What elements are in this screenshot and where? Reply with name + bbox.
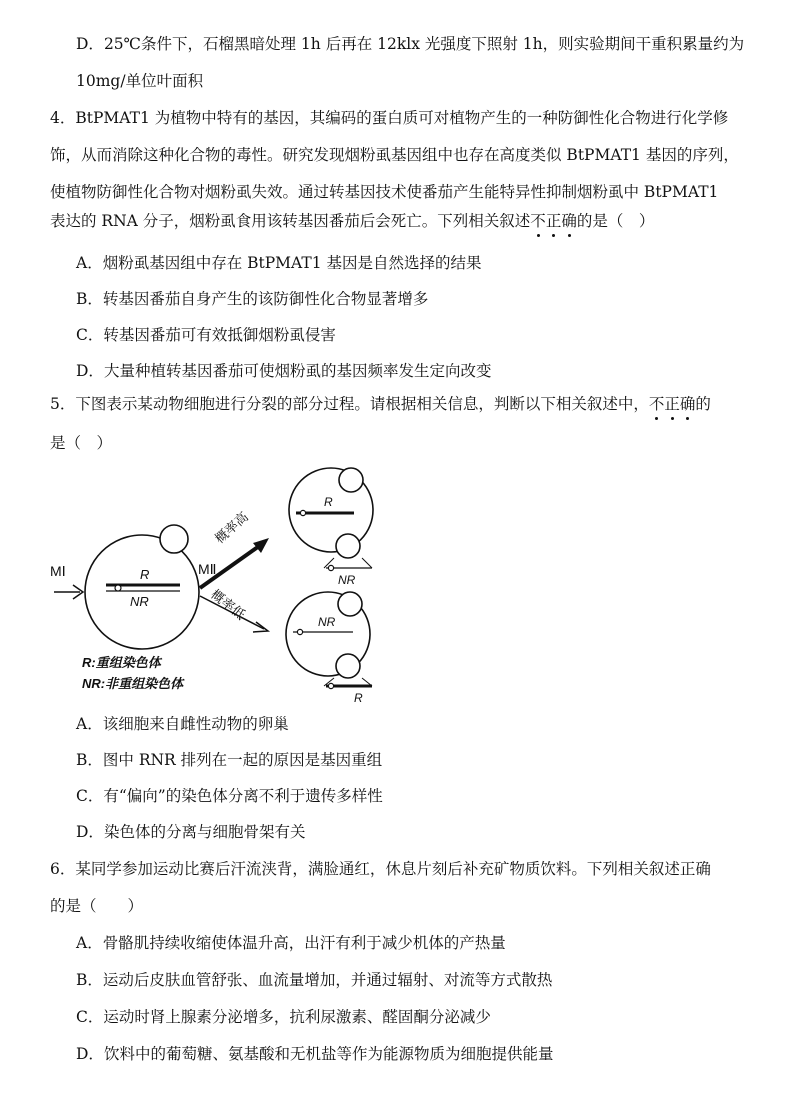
q3-option-d-continued: 10mg/单位叶面积 <box>76 72 204 90</box>
option-text: 转基因番茄自身产生的该防御性化合物显著增多 <box>102 290 429 308</box>
q4-option-c[interactable] <box>76 325 336 345</box>
upper-nr-centromere <box>328 565 333 570</box>
q6-stem-line-2: 的是（ ） <box>50 897 144 915</box>
legend-r: R:重组染色体 <box>82 655 161 670</box>
lower-polar-body-top <box>338 592 362 616</box>
emphasis-char: 正 <box>545 212 562 230</box>
option-text: 骨骼肌持续收缩使体温升高，出汗有利于减少机体的产热量 <box>102 934 506 952</box>
centromere <box>115 585 121 591</box>
q5-stem-line-1 <box>50 394 711 414</box>
emphasis-char: 确 <box>679 395 696 413</box>
polar-body <box>160 525 188 553</box>
stem-text: 表达的 RNA 分子，烟粉虱食用该转基因番茄后会死亡。下列相关叙述 <box>50 212 531 230</box>
low-probability-label: 概率低 <box>208 586 249 623</box>
option-text: 转基因番茄可有效抵御烟粉虱侵害 <box>103 326 336 344</box>
option-label: C． <box>76 326 104 344</box>
q6-option-c[interactable] <box>76 1007 491 1027</box>
mii-label: MⅡ <box>198 561 217 577</box>
option-label: B． <box>76 290 103 308</box>
q5-stem-line-2: 是（ ） <box>50 434 113 452</box>
q4-stem-line-4 <box>50 211 654 231</box>
option-label: D． <box>76 823 104 841</box>
q4-stem-line-3: 使植物防御性化合物对烟粉虱失效。通过转基因技术使番茄产生能特异性抑制烟粉虱中 BtPMAT1 <box>50 183 719 201</box>
option-label: D． <box>76 1045 104 1063</box>
high-probability-label: 概率高 <box>211 508 252 547</box>
emphasis-char: 不 <box>530 212 546 230</box>
option-label: B． <box>76 971 103 989</box>
q5-option-c[interactable] <box>76 786 383 806</box>
q5-option-d[interactable] <box>76 822 305 842</box>
lower-r-label: R <box>354 691 363 705</box>
option-text: 运动后皮肤血管舒张、血流量增加，并通过辐射、对流等方式散热 <box>102 971 553 989</box>
emphasis-char: 确 <box>561 212 577 230</box>
option-text: 饮料中的葡萄糖、氨基酸和无机盐等作为能源物质为细胞提供能量 <box>103 1045 554 1063</box>
emphasis-char: 正 <box>664 395 680 413</box>
upper-r-label: R <box>324 495 333 509</box>
main-cell <box>85 535 199 649</box>
option-text: 染色体的分离与细胞骨架有关 <box>103 823 306 841</box>
option-label: C． <box>76 1008 104 1026</box>
upper-polar-body-bottom <box>336 534 360 558</box>
meiosis-figure <box>48 464 388 704</box>
option-label: C． <box>76 787 104 805</box>
option-text: 有“偏向”的染色体分离不利于遗传多样性 <box>103 787 383 805</box>
main-r-label: R <box>140 567 150 582</box>
q6-option-b[interactable] <box>76 970 552 990</box>
q5-option-a[interactable] <box>76 714 289 734</box>
option-text: 运动时肾上腺素分泌增多，抗利尿激素、醛固酮分泌减少 <box>103 1008 491 1026</box>
upper-nr-label: NR <box>338 573 356 587</box>
q5-option-b[interactable] <box>76 750 382 770</box>
option-label: A． <box>76 934 103 952</box>
emphasis-char: 不 <box>648 395 665 413</box>
q6-option-a[interactable] <box>76 933 506 953</box>
option-text: 25℃条件下，石榴黑暗处理 1h 后再在 12klx 光强度下照射 1h，则实验期间干重积累量约为 <box>103 35 745 53</box>
upper-polar-body-top <box>339 468 363 492</box>
q4-option-d[interactable] <box>76 361 491 381</box>
lower-polar-body-bottom <box>336 654 360 678</box>
lower-centromere <box>297 629 302 634</box>
option-label: A． <box>76 715 103 733</box>
option-text: 该细胞来自雌性动物的卵巢 <box>102 715 289 733</box>
upper-centromere <box>300 510 305 515</box>
q4-option-a[interactable] <box>76 253 482 273</box>
q6-option-d[interactable] <box>76 1044 553 1064</box>
q4-option-b[interactable] <box>76 289 428 309</box>
main-nr-label: NR <box>130 594 149 609</box>
option-text: 大量种植转基因番茄可使烟粉虱的基因频率发生定向改变 <box>103 362 492 380</box>
option-text: 图中 RNR 排列在一起的原因是基因重组 <box>102 751 383 769</box>
stem-text: 5．下图表示某动物细胞进行分裂的部分过程。请根据相关信息，判断以下相关叙述中， <box>50 395 649 413</box>
option-label: D． <box>76 35 104 53</box>
option-label: D． <box>76 362 104 380</box>
option-label: B． <box>76 751 103 769</box>
legend-nr: NR:非重组染色体 <box>82 676 184 691</box>
option-text: 烟粉虱基因组中存在 BtPMAT1 基因是自然选择的结果 <box>102 254 482 272</box>
stem-text: 的是（ ） <box>576 212 655 230</box>
q6-stem-line-1: 6．某同学参加运动比赛后汗流浃背，满脸通红，休息片刻后补充矿物质饮料。下列相关叙述正确 <box>50 860 711 878</box>
q4-stem-line-2: 饰，从而消除这种化合物的毒性。研究发现烟粉虱基因组中也存在高度类似 BtPMAT1 基因的序列， <box>50 146 739 164</box>
lower-nr-label: NR <box>318 615 336 629</box>
lower-r-centromere <box>328 683 333 688</box>
stem-text: 的 <box>695 395 711 413</box>
option-label: A． <box>76 254 103 272</box>
mi-label: MⅠ <box>50 563 66 579</box>
q4-stem-line-1: 4．BtPMAT1 为植物中特有的基因，其编码的蛋白质可对植物产生的一种防御性化合物进行化学修 <box>50 109 729 127</box>
q3-option-d <box>76 34 744 54</box>
